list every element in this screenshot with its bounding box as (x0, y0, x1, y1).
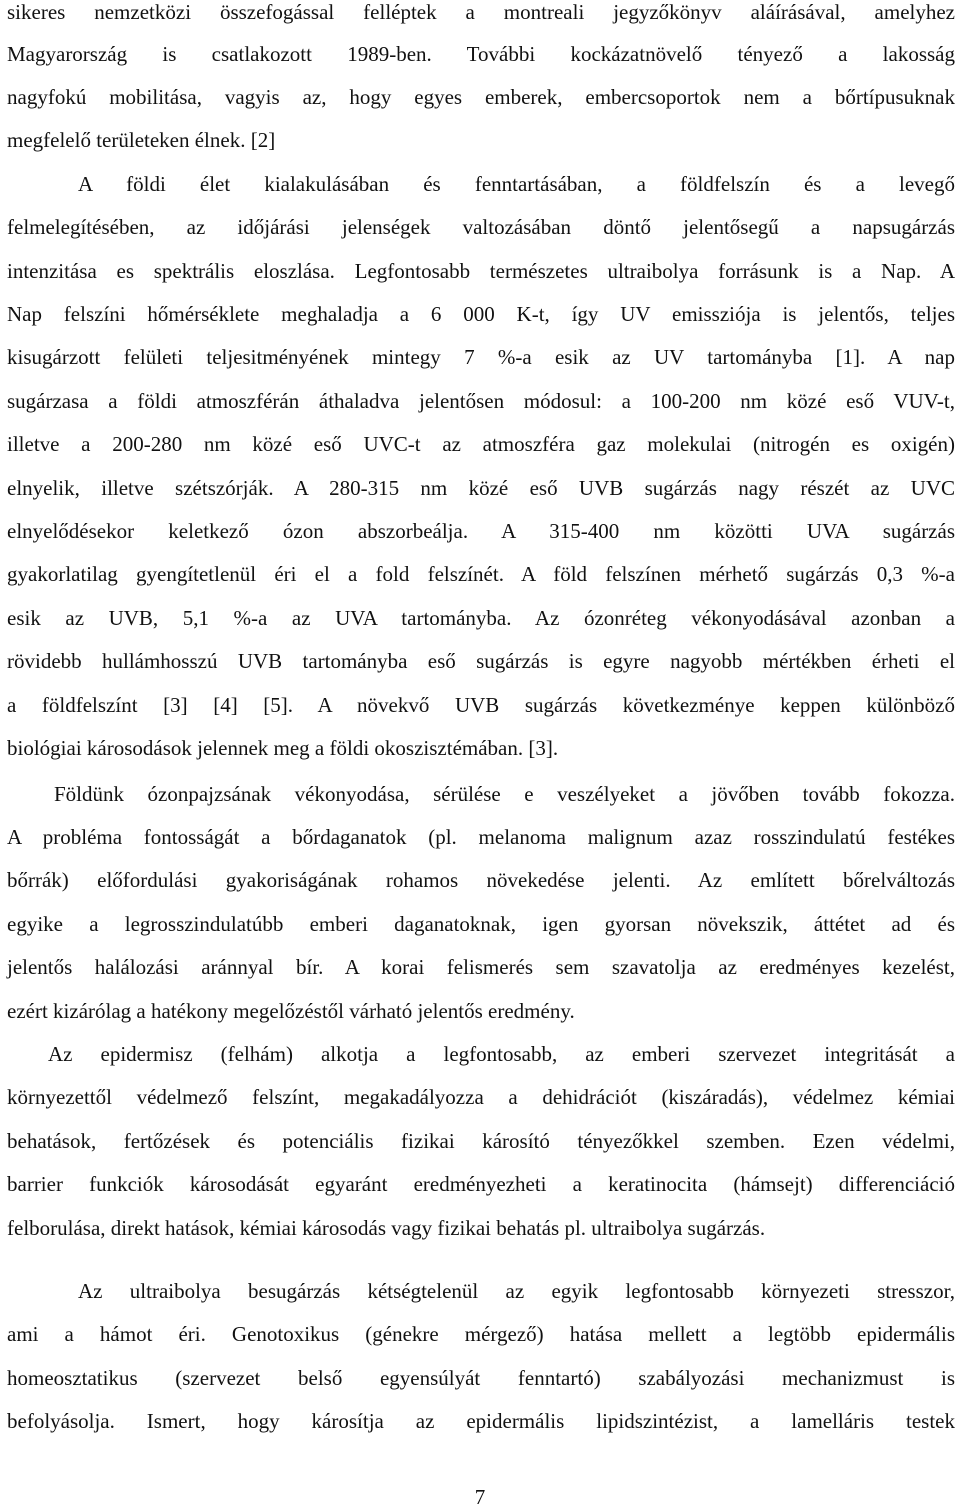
text-line: Magyarország is csatlakozott 1989-ben. További kockázatnövelő tényező a lakosság (7, 42, 955, 66)
paragraph-first-line: Az epidermisz (felhám) alkotja a legfontosabb, az emberi szervezet integritását a (48, 1042, 955, 1066)
text-line: illetve a 200-280 nm közé eső UVC-t az atmoszféra gaz molekulai (nitrogén es oxigén) (7, 432, 955, 456)
paragraph-first-line: A földi élet kialakulásában és fenntartásában, a földfelszín és a levegő (78, 172, 955, 196)
text-line: egyike a legrosszindulatúbb emberi daganatoknak, igen gyorsan növekszik, áttétet ad és (7, 912, 955, 936)
text-line: gyakorlatilag gyengítetlenül éri el a fold felszínét. A föld felszínen mérhető sugárzás 0,3 %-a (7, 562, 955, 586)
paragraph-first-line: Földünk ózonpajzsának vékonyodása, sérülése e veszélyeket a jövőben tovább fokozza. (54, 782, 955, 806)
text-line: jelentős halálozási aránnyal bír. A korai felismerés sem szavatolja az eredményes kezelést, (7, 955, 955, 979)
text-line: elnyelődésekor keletkező ózon abszorbeálja. A 315-400 nm közötti UVA sugárzás (7, 519, 955, 543)
text-line: barrier funkciók károsodását egyaránt eredményezheti a keratinocita (hámsejt) differenciáció (7, 1172, 955, 1196)
text-line: rövidebb hullámhosszú UVB tartományba eső sugárzás is egyre nagyobb mértékben érheti el (7, 649, 955, 673)
text-line: A probléma fontosságát a bőrdaganatok (pl. melanoma malignum azaz rosszindulatú festékes (7, 825, 955, 849)
text-line: Nap felszíni hőmérséklete meghaladja a 6 000 K-t, így UV emissziója is jelentős, teljes (7, 302, 955, 326)
text-line: bőrrák) előfordulási gyakoriságának rohamos növekedése jelenti. Az említett bőrelváltozás (7, 868, 955, 892)
text-line: a földfelszínt [3] [4] [5]. A növekvő UVB sugárzás következménye keppen különböző (7, 693, 955, 717)
text-line: elnyelik, illetve szétszórják. A 280-315 nm közé eső UVB sugárzás nagy részét az UVC (7, 476, 955, 500)
text-line: sugárzasa a földi atmoszférán áthaladva jelentősen módosul: a 100-200 nm közé eső VUV-t, (7, 389, 955, 413)
text-line: biológiai károsodások jelennek meg a földi okoszisztémában. [3]. (7, 736, 559, 760)
text-line: behatások, fertőzések és potenciális fizikai károsító tényezőkkel szemben. Ezen védelmi, (7, 1129, 955, 1153)
text-line: esik az UVB, 5,1 %-a az UVA tartományba. Az ózonréteg vékonyodásával azonban a (7, 606, 955, 630)
text-line: ami a hámot éri. Genotoxikus (génekre mérgező) hatása mellett a legtöbb epidermális (7, 1322, 955, 1346)
text-line: környezettől védelmező felszínt, megakadályozza a dehidrációt (kiszáradás), védelmez kémiai (7, 1085, 955, 1109)
text-line: nagyfokú mobilitása, vagyis az, hogy egyes emberek, embercsoportok nem a bőrtípusuknak (7, 85, 955, 109)
text-line: ezért kizárólag a hatékony megelőzéstől várható jelentős eredmény. (7, 999, 575, 1023)
text-line: sikeres nemzetközi összefogással felléptek a montreali jegyzőkönyv aláírásával, amelyhez (7, 0, 955, 24)
text-line: megfelelő területeken élnek. [2] (7, 128, 276, 152)
text-line: felmelegítésében, az időjárási jelenségek valtozásában döntő jelentősegű a napsugárzás (7, 215, 955, 239)
page-number: 7 (474, 1485, 486, 1509)
text-line: kisugárzott felületi teljesitményének mintegy 7 %-a esik az UV tartományba [1]. A nap (7, 345, 955, 369)
paragraph-first-line: Az ultraibolya besugárzás kétségtelenül az egyik legfontosabb környezeti stresszor, (78, 1279, 955, 1303)
text-line: homeosztatikus (szervezet belső egyensúlyát fenntartó) szabályozási mechanizmust is (7, 1366, 955, 1390)
text-line: befolyásolja. Ismert, hogy károsítja az epidermális lipidszintézist, a lamelláris testek (7, 1409, 955, 1433)
text-line: intenzitása es spektrális eloszlása. Legfontosabb természetes ultraibolya forrásunk is a Nap. A (7, 259, 955, 283)
text-line: felborulása, direkt hatások, kémiai károsodás vagy fizikai behatás pl. ultraibolya sugárzás. (7, 1216, 766, 1240)
